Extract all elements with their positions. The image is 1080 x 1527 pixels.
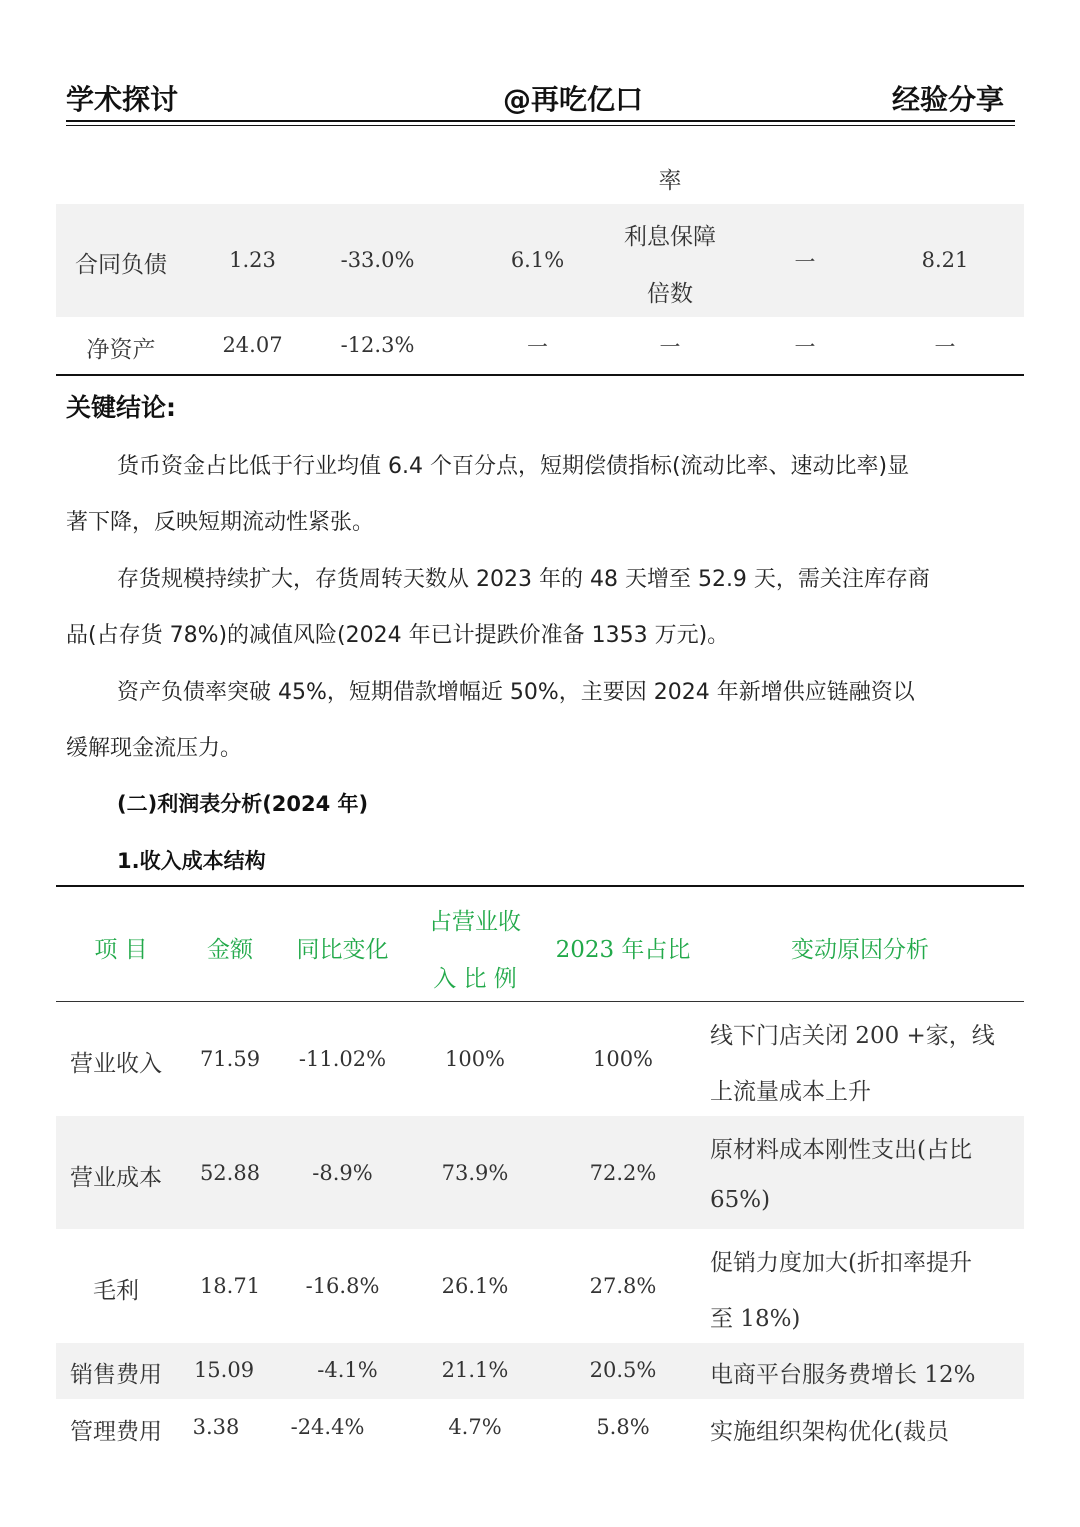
- section-title: (二)利润表分析(2024 年): [117, 792, 369, 816]
- cell-value: 24.07: [222, 333, 283, 357]
- cell-metric-value: 一: [794, 335, 816, 359]
- cell-share: 73.9%: [441, 1161, 509, 1185]
- column-header-item: 项 目: [94, 937, 148, 963]
- conclusion-paragraph-2-line-1: 存货规模持续扩大，存货周转天数从 2023 年的 48 天增至 52.9 天，需关注库存商: [117, 567, 930, 592]
- cell-metric: 一: [659, 335, 681, 359]
- cell-share: 21.1%: [441, 1358, 509, 1382]
- cell-amount: 18.71: [199, 1274, 261, 1298]
- cell-reason-line2: 65%): [710, 1187, 771, 1213]
- row-label-contract-liabilities: 合同负债: [75, 252, 167, 278]
- cell-metric-benchmark: 8.21: [921, 248, 969, 272]
- column-header-reason: 变动原因分析: [791, 937, 929, 963]
- conclusion-paragraph-3-line-1: 资产负债率突破 45%，短期借款增幅近 50%，主要因 2024 年新增供应链融资以: [117, 680, 915, 705]
- cell-reason-line1: 原材料成本刚性支出(占比: [710, 1137, 972, 1163]
- header-left-title: 学术探讨: [66, 83, 179, 116]
- row-label-selling-expenses: 销售费用: [70, 1362, 162, 1388]
- cell-change: -12.3%: [340, 333, 415, 357]
- column-header-prev-share: 2023 年占比: [555, 937, 691, 963]
- cell-reason-line1: 促销力度加大(折扣率提升: [710, 1250, 972, 1276]
- table-top-rule: [56, 885, 1024, 887]
- cell-metric-value: 一: [794, 250, 816, 274]
- cell-yoy: -11.02%: [298, 1047, 387, 1071]
- cell-yoy: -24.4%: [290, 1415, 365, 1439]
- row-label-revenue: 营业收入: [70, 1051, 162, 1077]
- cell-change: -33.0%: [340, 248, 415, 272]
- header-center-author: @再吃亿口: [503, 83, 644, 116]
- table-bottom-rule: [56, 374, 1024, 376]
- header-bottom-rule: [56, 1001, 1024, 1002]
- cell-reason-line1: 实施组织架构优化(裁员: [710, 1419, 949, 1445]
- conclusion-paragraph-3-line-2: 缓解现金流压力。: [66, 736, 243, 761]
- header-fragment: 率: [658, 168, 682, 194]
- cell-reason-line2: 至 18%): [710, 1306, 801, 1332]
- header-rule-thin: [66, 125, 1015, 126]
- cell-prev-share: 20.5%: [589, 1358, 657, 1382]
- cell-reason-line1: 电商平台服务费增长 12%: [710, 1362, 976, 1388]
- conclusion-heading: 关键结论:: [66, 393, 176, 422]
- metric-label-line1: 利息保障: [624, 224, 716, 250]
- cell-yoy: -16.8%: [305, 1274, 380, 1298]
- cell-share: 4.7%: [448, 1415, 502, 1439]
- row-label-gross-profit: 毛利: [93, 1278, 139, 1304]
- row-label-admin-expenses: 管理费用: [70, 1419, 162, 1445]
- cell-yoy: -4.1%: [317, 1358, 378, 1382]
- cell-prev-share: 27.8%: [589, 1274, 657, 1298]
- cell-reason-line1: 线下门店关闭 200 +家，线: [710, 1023, 995, 1049]
- cell-prev-share: 100%: [592, 1047, 654, 1071]
- conclusion-paragraph-1-line-2: 著下降，反映短期流动性紧张。: [66, 510, 375, 535]
- header-right-title: 经验分享: [892, 83, 1005, 116]
- cell-value: 1.23: [229, 248, 276, 272]
- header-rule-thick: [66, 120, 1015, 122]
- cell-metric-benchmark: 一: [934, 335, 956, 359]
- column-header-share-line1: 占营业收: [429, 909, 521, 935]
- cell-amount: 71.59: [199, 1047, 261, 1071]
- column-header-share-line2: 入 比 例: [433, 966, 517, 992]
- conclusion-paragraph-2-line-2: 品(占存货 78%)的减值风险(2024 年已计提跌价准备 1353 万元)。: [66, 623, 730, 648]
- cell-share: 100%: [444, 1047, 506, 1071]
- cell-pct: 一: [527, 335, 548, 359]
- cell-pct: 6.1%: [510, 248, 565, 272]
- cell-prev-share: 72.2%: [589, 1161, 657, 1185]
- column-header-yoy: 同比变化: [296, 937, 389, 963]
- cell-reason-line2: 上流量成本上升: [710, 1079, 871, 1105]
- metric-label-line2: 倍数: [647, 281, 693, 307]
- cell-prev-share: 5.8%: [596, 1415, 650, 1439]
- column-header-amount: 金额: [207, 937, 253, 963]
- conclusion-paragraph-1-line-1: 货币资金占比低于行业均值 6.4 个百分点，短期偿债指标(流动比率、速动比率)显: [117, 454, 910, 479]
- cell-amount: 15.09: [193, 1358, 255, 1382]
- cell-amount: 3.38: [192, 1415, 240, 1439]
- section-subtitle: 1.收入成本结构: [117, 849, 266, 873]
- row-label-operating-cost: 营业成本: [70, 1165, 162, 1191]
- cell-amount: 52.88: [199, 1161, 261, 1185]
- row-label-net-assets: 净资产: [86, 337, 156, 363]
- cell-share: 26.1%: [441, 1274, 509, 1298]
- cell-yoy: -8.9%: [312, 1161, 373, 1185]
